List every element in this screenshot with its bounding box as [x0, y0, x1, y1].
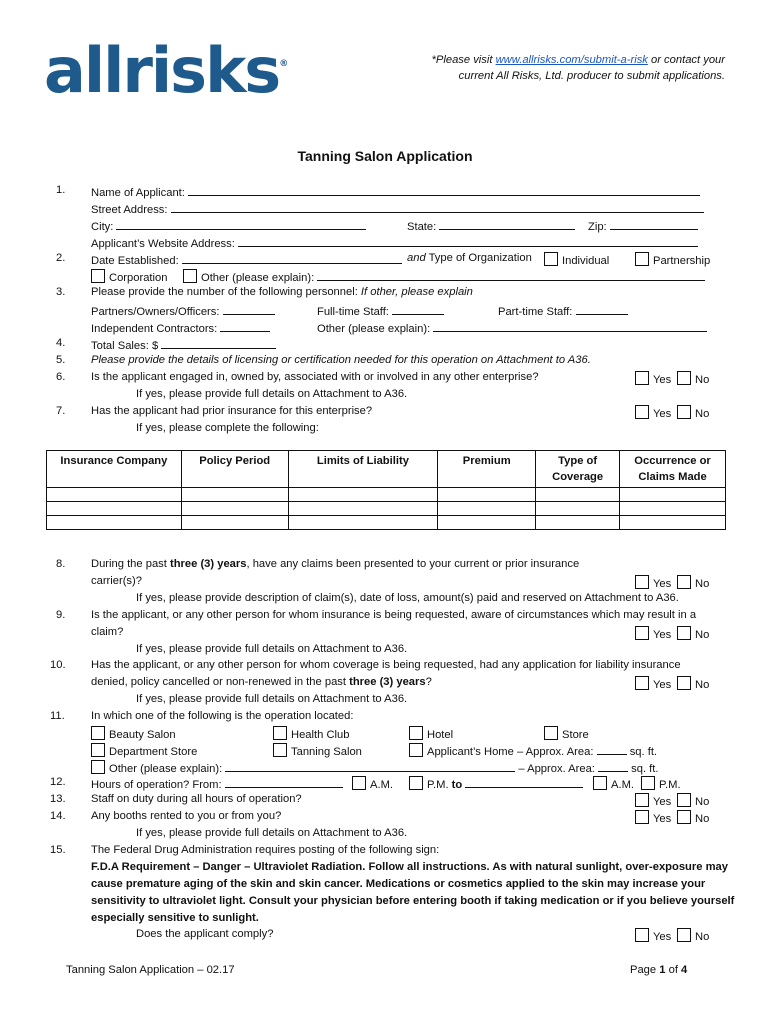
- store-option[interactable]: [544, 726, 589, 741]
- table-cell[interactable]: [288, 502, 438, 516]
- yes-label: Yes: [653, 679, 672, 691]
- to-label: to: [451, 779, 463, 791]
- website-row: [91, 235, 698, 250]
- q3-italic: If other, please explain: [360, 286, 473, 298]
- table-cell[interactable]: [181, 516, 288, 530]
- partnership-option[interactable]: [635, 252, 710, 267]
- q7-no-checkbox[interactable]: [677, 405, 691, 419]
- notice-prefix: *Please visit: [431, 54, 496, 66]
- website-label: Applicant’s Website Address:: [91, 238, 235, 250]
- pm-label: P.M.: [659, 779, 681, 791]
- org-other-field[interactable]: [317, 269, 705, 281]
- q10-line2-post: ?: [425, 676, 432, 688]
- q3-number: 3.: [56, 286, 66, 298]
- table-row: [47, 502, 726, 516]
- q5-text: Please provide the details of licensing or certification needed for this operation on Attachment to A36.: [91, 354, 591, 366]
- q10-yes-option[interactable]: [635, 676, 671, 691]
- q14-yes-checkbox[interactable]: [635, 810, 649, 824]
- q8-line2: carrier(s)?: [91, 575, 142, 587]
- table-cell[interactable]: [47, 488, 182, 502]
- no-label: No: [695, 374, 710, 386]
- zip-row: [588, 218, 698, 233]
- table-header-row: [47, 451, 726, 488]
- city-label: City:: [91, 221, 114, 233]
- yes-label: Yes: [653, 931, 672, 943]
- yes-label: Yes: [653, 578, 672, 590]
- page-current: 1: [659, 964, 666, 976]
- beauty-salon-label: Beauty Salon: [109, 729, 176, 741]
- state-field[interactable]: [439, 218, 575, 230]
- department-store-option[interactable]: [91, 743, 197, 758]
- q10-yes-checkbox[interactable]: [635, 676, 649, 690]
- table-cell[interactable]: [47, 502, 182, 516]
- q10-line2-pre: denied, policy cancelled or non-renewed in the past: [91, 676, 350, 688]
- q13-no-option[interactable]: [677, 793, 709, 808]
- individual-checkbox[interactable]: [544, 252, 558, 266]
- no-label: No: [695, 408, 710, 420]
- pm-label: P.M.: [427, 779, 449, 791]
- notice-suffix: or contact your current All Risks, Ltd. producer to submit applications.: [458, 54, 725, 82]
- q10-no-option[interactable]: [677, 676, 709, 691]
- q6-yes-option[interactable]: [635, 371, 671, 386]
- parttime-label: Part-time Staff:: [498, 306, 573, 318]
- beauty-salon-checkbox[interactable]: [91, 726, 105, 740]
- q7-text: Has the applicant had prior insurance for this enterprise?: [91, 405, 373, 417]
- table-cell[interactable]: [181, 502, 288, 516]
- table-cell[interactable]: [620, 502, 726, 516]
- corporation-checkbox[interactable]: [91, 269, 105, 283]
- q6-yes-checkbox[interactable]: [635, 371, 649, 385]
- total-sales-label: Total Sales: $: [91, 340, 159, 352]
- website-field[interactable]: [238, 235, 698, 247]
- parttime-row: [498, 303, 628, 318]
- fda-sign-line-2: cause premature aging of the skin and skin cancer. Medications or cosmetics applied to the skin may increase your: [91, 878, 706, 890]
- q1-number: 1.: [56, 184, 66, 196]
- date-established-field[interactable]: [182, 252, 402, 264]
- table-cell[interactable]: [438, 516, 536, 530]
- q2-number: 2.: [56, 252, 66, 264]
- contractors-label: Independent Contractors:: [91, 323, 218, 335]
- zip-label: Zip:: [588, 221, 607, 233]
- hours-row: [91, 776, 343, 791]
- fulltime-field[interactable]: [392, 303, 444, 315]
- table-cell[interactable]: [620, 516, 726, 530]
- footer-form-id: Tanning Salon Application – 02.17: [66, 964, 235, 976]
- hotel-checkbox[interactable]: [409, 726, 423, 740]
- q10-line2: [91, 676, 432, 688]
- yes-label: Yes: [653, 374, 672, 386]
- q5-number: 5.: [56, 354, 66, 366]
- from-am-checkbox[interactable]: [352, 776, 366, 790]
- table-cell[interactable]: [536, 488, 620, 502]
- corporation-option[interactable]: [91, 269, 167, 284]
- q8-sub: If yes, please provide description of claim(s), date of loss, amount(s) paid and reserved on Attachment to A36.: [136, 592, 679, 604]
- q11-number: 11.: [50, 710, 65, 722]
- health-club-option[interactable]: [273, 726, 349, 741]
- q14-text: Any booths rented to you or from you?: [91, 810, 282, 822]
- hours-label: Hours of operation? From:: [91, 779, 222, 791]
- store-checkbox[interactable]: [544, 726, 558, 740]
- yes-label: Yes: [653, 796, 672, 808]
- q13-yes-option[interactable]: [635, 793, 671, 808]
- fulltime-row: [317, 303, 444, 318]
- q6-sub: If yes, please provide full details on Attachment to A36.: [136, 388, 408, 400]
- page-total: 4: [681, 964, 688, 976]
- total-sales-field[interactable]: [161, 337, 276, 349]
- yes-label: Yes: [653, 813, 672, 825]
- no-label: No: [695, 578, 710, 590]
- hotel-option[interactable]: [409, 726, 453, 741]
- q6-number: 6.: [56, 371, 66, 383]
- q15-no-checkbox[interactable]: [677, 928, 691, 942]
- col-insurance-company: Insurance Company: [47, 451, 182, 488]
- q12-number: 12.: [50, 776, 66, 788]
- q3-prompt: Please provide the number of the following personnel:: [91, 286, 361, 298]
- q1-name-row: [91, 184, 700, 199]
- from-am-option[interactable]: [352, 776, 393, 791]
- table-cell[interactable]: [620, 488, 726, 502]
- hours-from-field[interactable]: [225, 776, 343, 788]
- q10-no-checkbox[interactable]: [677, 676, 691, 690]
- submission-notice: [400, 52, 725, 84]
- q14-no-option[interactable]: [677, 810, 709, 825]
- q7-yes-option[interactable]: [635, 405, 671, 420]
- q10-sub: If yes, please provide full details on Attachment to A36.: [136, 693, 408, 705]
- hotel-label: Hotel: [427, 729, 454, 741]
- parttime-field[interactable]: [576, 303, 628, 315]
- beauty-salon-option[interactable]: [91, 726, 176, 741]
- store-label: Store: [562, 729, 589, 741]
- yes-label: Yes: [653, 629, 672, 641]
- home-area-field[interactable]: [597, 743, 627, 755]
- q8-pre: During the past: [91, 558, 170, 570]
- q14-number: 14.: [50, 810, 66, 822]
- q15-yes-checkbox[interactable]: [635, 928, 649, 942]
- from-pm-option[interactable]: [409, 776, 583, 791]
- q8-yes-checkbox[interactable]: [635, 575, 649, 589]
- q13-text: Staff on duty during all hours of operation?: [91, 793, 302, 805]
- col-policy-period: Policy Period: [181, 451, 288, 488]
- table-cell[interactable]: [288, 516, 438, 530]
- personnel-other-label: Other (please explain):: [317, 323, 431, 335]
- applicants-home-label: Applicant’s Home – Approx. Area:: [427, 746, 594, 758]
- individual-option[interactable]: [544, 252, 609, 267]
- table-cell[interactable]: [438, 488, 536, 502]
- q7-sub: If yes, please complete the following:: [136, 422, 319, 434]
- sqft-label: sq. ft.: [631, 763, 659, 775]
- no-label: No: [695, 629, 710, 641]
- q8-text: [91, 558, 579, 570]
- q6-text: Is the applicant engaged in, owned by, associated with or involved in any other enterprise?: [91, 371, 539, 383]
- street-row: [91, 201, 704, 216]
- org-other-label: Other (please explain):: [201, 272, 315, 284]
- q14-sub: If yes, please provide full details on Attachment to A36.: [136, 827, 408, 839]
- q3-text: [91, 286, 473, 298]
- col-occurrence-claims: Occurrence or Claims Made: [620, 451, 726, 488]
- fda-sign-line-1: F.D.A Requirement – Danger – Ultraviolet Radiation. Follow all instructions. As with natural sunlight, over-exposure may: [91, 861, 728, 873]
- q8-yes-option[interactable]: [635, 575, 671, 590]
- partners-row: [91, 303, 275, 318]
- q9-line2: claim?: [91, 626, 124, 638]
- department-store-label: Department Store: [109, 746, 198, 758]
- location-other-label: Other (please explain):: [109, 763, 223, 775]
- table-cell[interactable]: [288, 488, 438, 502]
- fda-sign-line-3: sensitivity to ultraviolet light. Consult your physician before entering booth if taking medication or if you believe yourself: [91, 895, 735, 907]
- col-premium: Premium: [438, 451, 536, 488]
- q9-no-option[interactable]: [677, 626, 709, 641]
- q15-text: The Federal Drug Administration requires posting of the following sign:: [91, 844, 440, 856]
- to-pm-option[interactable]: [641, 776, 681, 791]
- page-title: Tanning Salon Application: [297, 148, 473, 164]
- q8-no-option[interactable]: [677, 575, 709, 590]
- street-address-field[interactable]: [171, 201, 704, 213]
- q8-post: , have any claims been presented to your current or prior insurance: [246, 558, 580, 570]
- q11-text: In which one of the following is the operation located:: [91, 710, 354, 722]
- location-other-option[interactable]: [91, 760, 658, 775]
- org-and: and: [407, 252, 426, 264]
- department-store-checkbox[interactable]: [91, 743, 105, 757]
- q9-no-checkbox[interactable]: [677, 626, 691, 640]
- total-sales-row: [91, 337, 276, 352]
- q14-no-checkbox[interactable]: [677, 810, 691, 824]
- registered-mark: ®: [279, 59, 289, 70]
- q7-yes-checkbox[interactable]: [635, 405, 649, 419]
- q9-yes-option[interactable]: [635, 626, 671, 641]
- tanning-salon-label: Tanning Salon: [291, 746, 362, 758]
- tanning-salon-checkbox[interactable]: [273, 743, 287, 757]
- no-label: No: [695, 931, 710, 943]
- to-pm-checkbox[interactable]: [641, 776, 655, 790]
- applicants-home-option[interactable]: [409, 743, 657, 758]
- q9-sub: If yes, please provide full details on Attachment to A36.: [136, 643, 408, 655]
- contractors-field[interactable]: [220, 320, 270, 332]
- logo-text: allrisks: [44, 34, 280, 107]
- personnel-other-field[interactable]: [433, 320, 707, 332]
- hours-to-field[interactable]: [465, 776, 583, 788]
- q9-text: Is the applicant, or any other person for whom insurance is being requested, aware of circumstances which may result in a: [91, 609, 697, 621]
- q10-text: Has the applicant, or any other person for whom coverage is being requested, had any application for liability insurance: [91, 659, 681, 671]
- table-cell[interactable]: [181, 488, 288, 502]
- col-type-of-coverage: Type of Coverage: [536, 451, 620, 488]
- q15-comply: Does the applicant comply?: [136, 928, 274, 940]
- date-row: [91, 252, 402, 267]
- q15-yes-option[interactable]: [635, 928, 671, 943]
- to-am-checkbox[interactable]: [593, 776, 607, 790]
- q15-no-option[interactable]: [677, 928, 709, 943]
- health-club-label: Health Club: [291, 729, 350, 741]
- table-cell[interactable]: [536, 502, 620, 516]
- q14-yes-option[interactable]: [635, 810, 671, 825]
- q8-bold: three (3) years: [169, 558, 247, 570]
- location-other-field[interactable]: [225, 760, 515, 772]
- table-cell[interactable]: [47, 516, 182, 530]
- no-label: No: [695, 813, 710, 825]
- fulltime-label: Full-time Staff:: [317, 306, 389, 318]
- contractors-row: [91, 320, 270, 335]
- q8-number: 8.: [56, 558, 66, 570]
- fda-sign-line-4: especially sensitive to sunlight.: [91, 912, 259, 924]
- q15-number: 15.: [50, 844, 66, 856]
- applicant-name-field[interactable]: [188, 184, 700, 196]
- q9-yes-checkbox[interactable]: [635, 626, 649, 640]
- table-cell[interactable]: [438, 502, 536, 516]
- q13-number: 13.: [50, 793, 66, 805]
- table-cell[interactable]: [536, 516, 620, 530]
- q13-yes-checkbox[interactable]: [635, 793, 649, 807]
- other-area-field[interactable]: [598, 760, 628, 772]
- individual-label: Individual: [562, 255, 610, 267]
- yes-label: Yes: [653, 408, 672, 420]
- org-other-checkbox[interactable]: [183, 269, 197, 283]
- prior-insurance-table: [46, 450, 726, 530]
- q10-bold: three (3) years: [349, 676, 426, 688]
- q10-number: 10.: [50, 659, 66, 671]
- submit-risk-link[interactable]: www.allrisks.com/submit-a-risk: [495, 54, 648, 66]
- approx-area-label: – Approx. Area:: [518, 763, 595, 775]
- allrisks-logo: [44, 34, 289, 107]
- q7-no-option[interactable]: [677, 405, 709, 420]
- am-label: A.M.: [370, 779, 393, 791]
- state-row: [407, 218, 575, 233]
- q7-number: 7.: [56, 405, 66, 417]
- location-other-checkbox[interactable]: [91, 760, 105, 774]
- org-label: Type of Organization: [425, 252, 532, 264]
- name-label: Name of Applicant:: [91, 187, 185, 199]
- q4-number: 4.: [56, 337, 66, 349]
- org-type-label: [407, 252, 532, 264]
- am-label: A.M.: [611, 779, 634, 791]
- date-label: Date Established:: [91, 255, 179, 267]
- partners-field[interactable]: [223, 303, 275, 315]
- tanning-salon-option[interactable]: [273, 743, 362, 758]
- col-limits-of-liability: Limits of Liability: [288, 451, 438, 488]
- no-label: No: [695, 796, 710, 808]
- page-prefix: Page: [630, 964, 660, 976]
- health-club-checkbox[interactable]: [273, 726, 287, 740]
- q13-no-checkbox[interactable]: [677, 793, 691, 807]
- state-label: State:: [407, 221, 437, 233]
- org-other-option[interactable]: [183, 269, 705, 284]
- zip-field[interactable]: [610, 218, 698, 230]
- table-row: [47, 488, 726, 502]
- q8-no-checkbox[interactable]: [677, 575, 691, 589]
- partnership-label: Partnership: [653, 255, 711, 267]
- q6-no-option[interactable]: [677, 371, 709, 386]
- table-row: [47, 516, 726, 530]
- personnel-other-row: [317, 320, 707, 335]
- no-label: No: [695, 679, 710, 691]
- partners-label: Partners/Owners/Officers:: [91, 306, 220, 318]
- city-field[interactable]: [116, 218, 366, 230]
- to-am-option[interactable]: [593, 776, 634, 791]
- sqft-label: sq. ft.: [629, 746, 658, 758]
- city-row: [91, 218, 366, 233]
- page-of: of: [665, 964, 682, 976]
- applicants-home-checkbox[interactable]: [409, 743, 423, 757]
- corporation-label: Corporation: [109, 272, 168, 284]
- partnership-checkbox[interactable]: [635, 252, 649, 266]
- page-number: [630, 964, 687, 976]
- q6-no-checkbox[interactable]: [677, 371, 691, 385]
- q9-number: 9.: [56, 609, 66, 621]
- from-pm-checkbox[interactable]: [409, 776, 423, 790]
- street-label: Street Address:: [91, 204, 168, 216]
